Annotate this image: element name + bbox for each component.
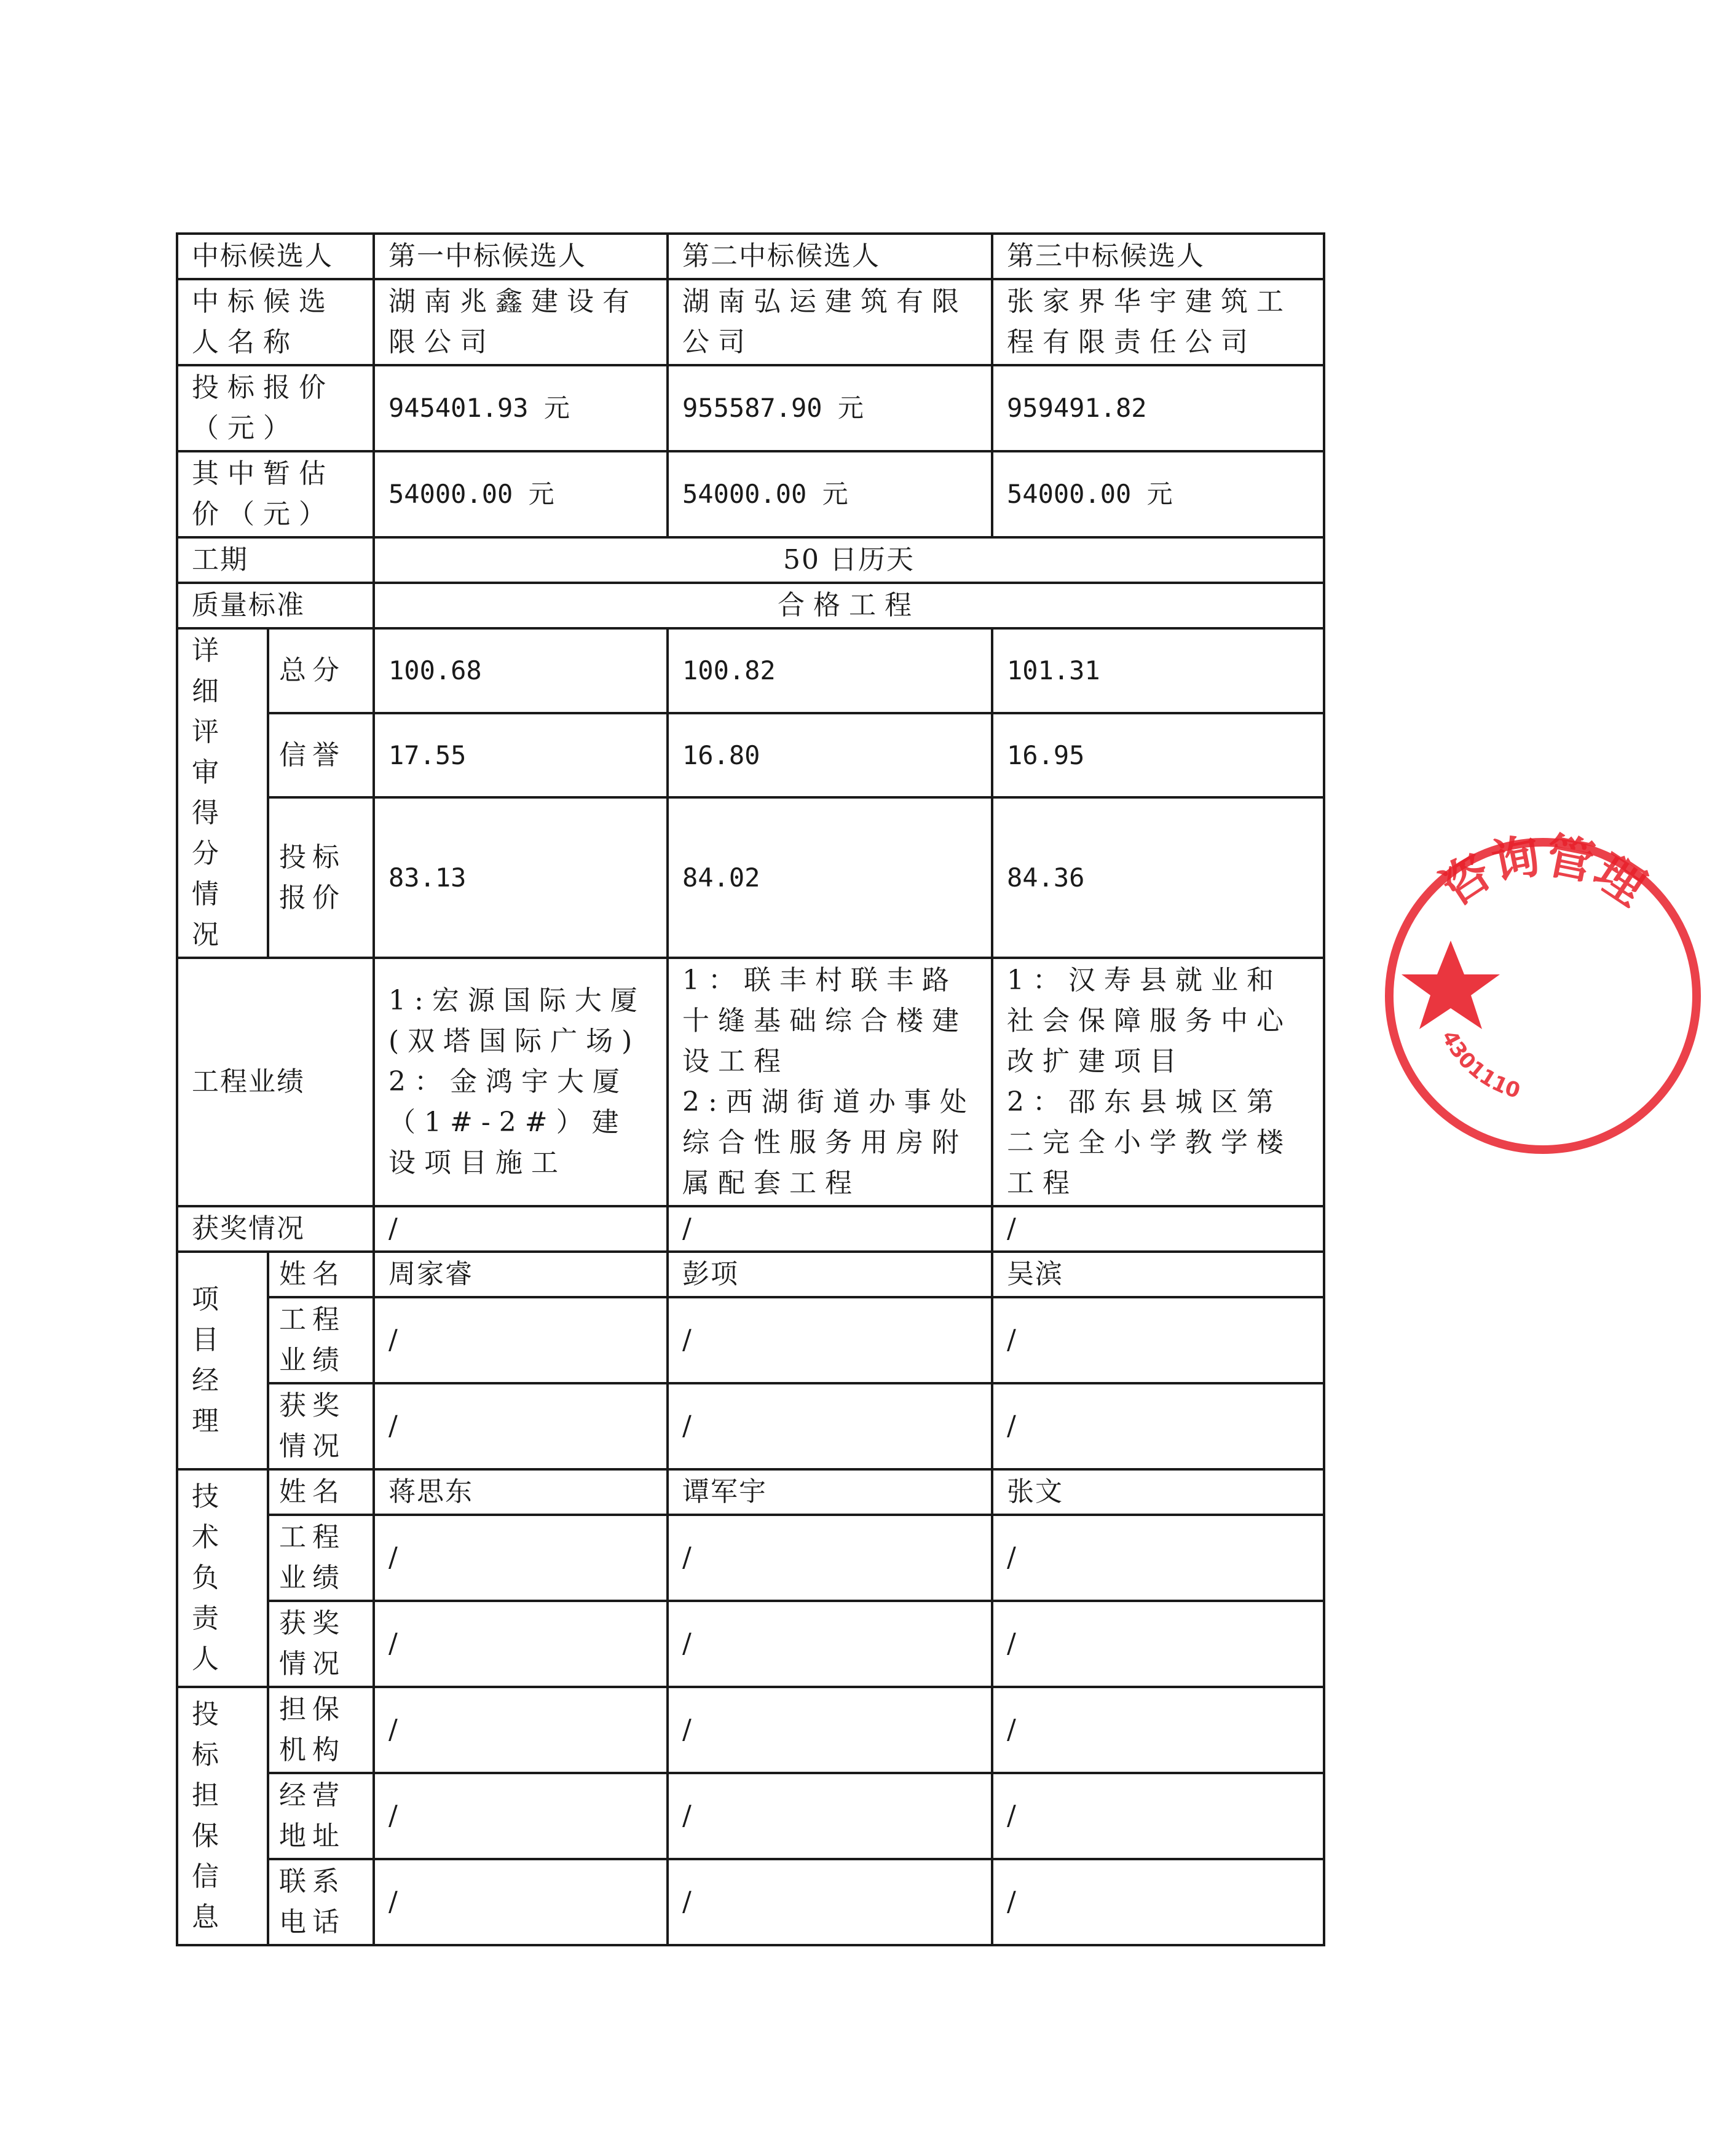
header-candidate-1: 第一中标候选人 [374, 234, 668, 279]
guarantee-group-label: 投标担保信息 [177, 1687, 268, 1945]
quality-label: 质量标准 [177, 583, 374, 628]
candidate-1-bid-price: 945401.93 元 [374, 365, 668, 451]
candidate-2-score-price: 84.02 [668, 797, 992, 958]
candidate-1-guarantee-address: / [374, 1773, 668, 1859]
quality-value: 合格工程 [374, 583, 1324, 628]
bid-price-label: 投标报价（元） [177, 365, 374, 451]
score-price-label: 投标报价 [268, 797, 374, 958]
table-row-pm-awards [177, 1383, 1324, 1469]
seal-star-icon [1402, 941, 1500, 1029]
candidate-2-pm-performance: / [668, 1297, 992, 1383]
seal-arc-text: 咨询管理 [1430, 827, 1655, 917]
candidate-3-name: 张家界华宇建筑工程有限责任公司 [992, 279, 1324, 365]
awards-label: 获奖情况 [177, 1206, 374, 1252]
candidate-3-guarantee-phone: / [992, 1859, 1324, 1945]
candidate-2-score-total: 100.82 [668, 628, 992, 713]
seal-graphic [1371, 824, 1715, 1168]
score-credit-label: 信誉 [268, 713, 374, 798]
seal-number: 4301110 [1437, 1026, 1523, 1104]
candidate-2-performance [668, 958, 992, 1206]
tech-awards-label: 获奖情况 [268, 1601, 374, 1687]
candidate-1-tech-performance: / [374, 1515, 668, 1601]
candidate-1-tech-name: 蒋思东 [374, 1469, 668, 1515]
candidate-1-provisional-price: 54000.00 元 [374, 451, 668, 537]
guarantee-org-label: 担保机构 [268, 1687, 374, 1773]
table-row-tech-performance [177, 1515, 1324, 1601]
bid-result-table [176, 232, 1325, 1946]
candidate-1-awards: / [374, 1206, 668, 1252]
candidate-1-tech-awards: / [374, 1601, 668, 1687]
candidate-2-tech-awards: / [668, 1601, 992, 1687]
candidate-1-pm-name: 周家睿 [374, 1252, 668, 1297]
tech-name-label: 姓名 [268, 1469, 374, 1515]
candidate-3-tech-performance: / [992, 1515, 1324, 1601]
table-row-score-total [177, 628, 1324, 713]
candidate-3-guarantee-org: / [992, 1687, 1324, 1773]
candidate-1-guarantee-phone: / [374, 1859, 668, 1945]
table-row-guarantee-org [177, 1687, 1324, 1773]
table-row-tech-awards [177, 1601, 1324, 1687]
table-row-performance [177, 958, 1324, 1206]
candidate-3-pm-name: 吴滨 [992, 1252, 1324, 1297]
table-row-name [177, 279, 1324, 365]
candidate-2-awards: / [668, 1206, 992, 1252]
candidate-2-score-credit: 16.80 [668, 713, 992, 798]
candidate-3-pm-awards: / [992, 1383, 1324, 1469]
performance-label: 工程业绩 [177, 958, 374, 1206]
table-row-guarantee-address [177, 1773, 1324, 1859]
candidate-1-score-price: 83.13 [374, 797, 668, 958]
pm-name-label: 姓名 [268, 1252, 374, 1297]
candidate-2-provisional-price: 54000.00 元 [668, 451, 992, 537]
header-candidate-3: 第三中标候选人 [992, 234, 1324, 279]
guarantee-phone-label: 联系电话 [268, 1859, 374, 1945]
candidate-3-provisional-price: 54000.00 元 [992, 451, 1324, 537]
table-row-awards [177, 1206, 1324, 1252]
table-row-score-credit [177, 713, 1324, 798]
candidate-1-pm-awards: / [374, 1383, 668, 1469]
candidate-1-name: 湖南兆鑫建设有限公司 [374, 279, 668, 365]
candidate-3-guarantee-address: / [992, 1773, 1324, 1859]
table-row-pm-performance [177, 1297, 1324, 1383]
candidate-1-score-credit: 17.55 [374, 713, 668, 798]
bid-result-table-wrapper [176, 232, 1323, 1946]
candidate-2-tech-performance: / [668, 1515, 992, 1601]
duration-label: 工期 [177, 537, 374, 583]
candidate-3-bid-price: 959491.82 [992, 365, 1324, 451]
table-row-duration [177, 537, 1324, 583]
candidate-2-guarantee-org: / [668, 1687, 992, 1773]
candidate-2-tech-name: 谭军宇 [668, 1469, 992, 1515]
candidate-3-score-total: 101.31 [992, 628, 1324, 713]
candidate-3-pm-performance: / [992, 1297, 1324, 1383]
candidate-2-pm-awards: / [668, 1383, 992, 1469]
candidate-1-performance-item-2: 2：金鸿宇大厦（1#-2#）建设项目施工 [388, 1066, 628, 1179]
guarantee-address-label: 经营地址 [268, 1773, 374, 1859]
table-row-provisional-price [177, 451, 1324, 537]
pm-awards-label: 获奖情况 [268, 1383, 374, 1469]
tech-group-label: 技术负责人 [177, 1469, 268, 1687]
provisional-price-label: 其中暂估价（元） [177, 451, 374, 537]
tech-performance-label: 工程业绩 [268, 1515, 374, 1601]
candidate-3-tech-name: 张文 [992, 1469, 1324, 1515]
scores-group-label: 详细评审得分情况 [177, 628, 268, 958]
candidate-3-performance-item-1: 1：汉寿县就业和社会保障服务中心改扩建项目 [1007, 965, 1292, 1077]
candidate-3-performance [992, 958, 1324, 1206]
table-row-bid-price [177, 365, 1324, 451]
candidate-2-guarantee-address: / [668, 1773, 992, 1859]
candidate-1-guarantee-org: / [374, 1687, 668, 1773]
candidate-1-pm-performance: / [374, 1297, 668, 1383]
header-candidate-2: 第二中标候选人 [668, 234, 992, 279]
candidate-3-awards: / [992, 1206, 1324, 1252]
candidate-2-name: 湖南弘运建筑有限公司 [668, 279, 992, 365]
table-row-pm-name [177, 1252, 1324, 1297]
pm-performance-label: 工程业绩 [268, 1297, 374, 1383]
candidate-3-tech-awards: / [992, 1601, 1324, 1687]
table-row-header [177, 234, 1324, 279]
table-row-score-price [177, 797, 1324, 958]
pm-group-label: 项目经理 [177, 1252, 268, 1469]
candidate-3-performance-item-2: 2：邵东县城区第二完全小学教学楼工程 [1007, 1086, 1292, 1199]
candidate-2-guarantee-phone: / [668, 1859, 992, 1945]
name-label: 中标候选人名称 [177, 279, 374, 365]
candidate-2-performance-item-2: 2:西湖街道办事处综合性服务用房附属配套工程 [682, 1086, 976, 1199]
candidate-2-bid-price: 955587.90 元 [668, 365, 992, 451]
candidate-2-performance-item-1: 1：联丰村联丰路十缝基础综合楼建设工程 [682, 965, 968, 1077]
candidate-3-score-credit: 16.95 [992, 713, 1324, 798]
table-row-tech-name [177, 1469, 1324, 1515]
score-total-label: 总分 [268, 628, 374, 713]
candidate-2-pm-name: 彭项 [668, 1252, 992, 1297]
header-label: 中标候选人 [177, 234, 374, 279]
candidate-1-score-total: 100.68 [374, 628, 668, 713]
candidate-1-performance [374, 958, 668, 1206]
table-row-guarantee-phone [177, 1859, 1324, 1945]
candidate-1-performance-item-1: 1:宏源国际大厦(双塔国际广场) [388, 985, 646, 1057]
official-seal [1371, 824, 1655, 1168]
candidate-3-score-price: 84.36 [992, 797, 1324, 958]
duration-value: 50 日历天 [374, 537, 1324, 583]
table-row-quality [177, 583, 1324, 628]
